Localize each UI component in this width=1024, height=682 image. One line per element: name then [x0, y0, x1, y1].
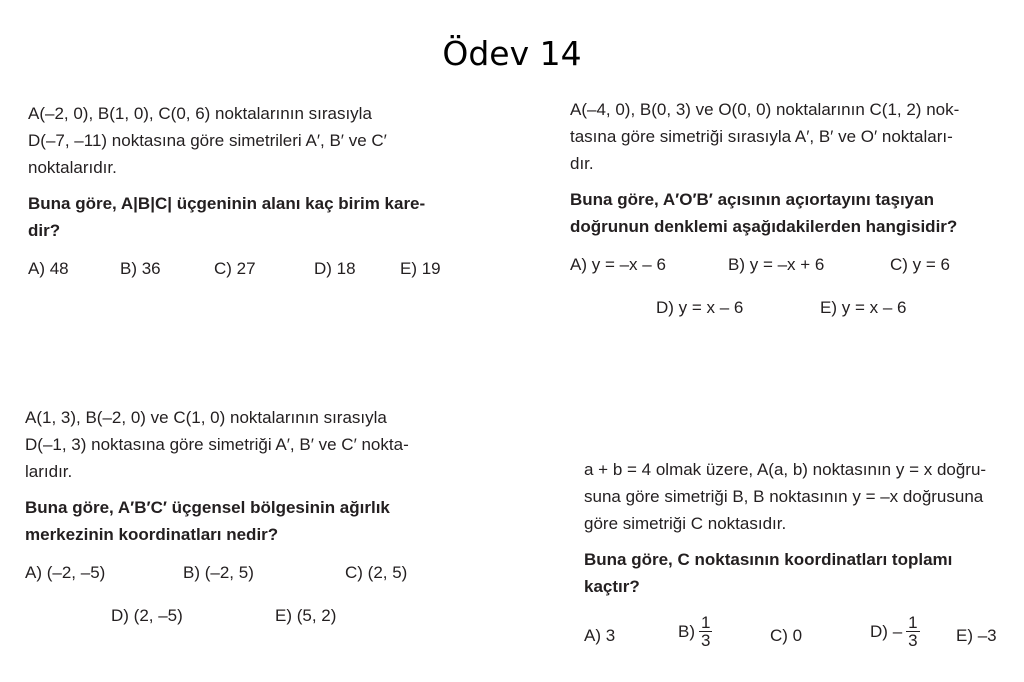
q3-option-e[interactable]: E) (5, 2)	[275, 606, 337, 625]
q2-options-row-1	[570, 251, 1000, 281]
q4-option-d-label: D)	[870, 622, 888, 641]
q2-options-row-2	[570, 294, 1000, 324]
q4-statement-line: göre simetriği C noktasıdır.	[584, 514, 787, 533]
q3-statement-line: D(–1, 3) noktasına göre simetriği A′, B′ ve C′ nokta-	[25, 435, 409, 454]
q4-option-d-sign: –	[892, 622, 903, 641]
q4-option-b[interactable]	[678, 614, 712, 649]
q1-statement-line: noktalarıdır.	[28, 158, 117, 177]
q2-option-a[interactable]: A) y = –x – 6	[570, 255, 666, 274]
q4-question-line: kaçtır?	[584, 577, 640, 596]
q2-question-line: doğrunun denklemi aşağıdakilerden hangisidir?	[570, 217, 958, 236]
q2-option-e[interactable]: E) y = x – 6	[820, 298, 907, 317]
q4-options	[584, 614, 1012, 654]
q4-option-b-label: B)	[678, 622, 695, 641]
q3-option-a[interactable]: A) (–2, –5)	[25, 563, 106, 582]
q4-option-e[interactable]: E) –3	[956, 626, 997, 645]
q1-option-c[interactable]: C) 27	[214, 259, 256, 278]
q2-statement-line: dır.	[570, 154, 594, 173]
fraction-denominator: 3	[701, 631, 711, 650]
q3-option-c[interactable]: C) (2, 5)	[345, 563, 408, 582]
q3-options-row-1	[25, 559, 455, 589]
q1-statement-line: D(–7, –11) noktasına göre simetrileri A′, B′ ve C′	[28, 131, 387, 150]
question-2	[570, 96, 1000, 324]
q3-statement-line: larıdır.	[25, 462, 73, 481]
q4-option-d[interactable]	[870, 614, 920, 649]
fraction-numerator: 1	[701, 613, 711, 632]
fraction-numerator: 1	[908, 613, 918, 632]
q3-question-line: Buna göre, A′B′C′ üçgensel bölgesinin ağırlık	[25, 498, 390, 517]
q3-statement-line: A(1, 3), B(–2, 0) ve C(1, 0) noktalarının sırasıyla	[25, 408, 387, 427]
q4-option-a[interactable]: A) 3	[584, 626, 616, 645]
q1-option-a[interactable]: A) 48	[28, 259, 69, 278]
fraction-denominator: 3	[908, 631, 918, 650]
q2-question-line: Buna göre, A′O′B′ açısının açıortayını taşıyan	[570, 190, 934, 209]
question-3	[25, 404, 455, 632]
q2-statement-line: A(–4, 0), B(0, 3) ve O(0, 0) noktalarının C(1, 2) nok-	[570, 100, 960, 119]
q3-option-b[interactable]: B) (–2, 5)	[183, 563, 254, 582]
q1-option-e[interactable]: E) 19	[400, 259, 441, 278]
q1-option-b[interactable]: B) 36	[120, 259, 161, 278]
q3-options-row-2	[25, 602, 455, 632]
q2-statement-line: tasına göre simetriği sırasıyla A′, B′ ve O′ noktaları-	[570, 127, 953, 146]
q1-question-line: Buna göre, A|B|C| üçgeninin alanı kaç birim kare-	[28, 194, 426, 213]
q1-question-line: dir?	[28, 221, 61, 240]
q2-option-d[interactable]: D) y = x – 6	[656, 298, 744, 317]
q3-question-line: merkezinin koordinatları nedir?	[25, 525, 279, 544]
q4-option-d-fraction	[906, 614, 919, 649]
q3-option-d[interactable]: D) (2, –5)	[111, 606, 183, 625]
q2-option-c[interactable]: C) y = 6	[890, 255, 950, 274]
q2-option-b[interactable]: B) y = –x + 6	[728, 255, 825, 274]
q1-options	[28, 255, 458, 285]
q4-statement-line: a + b = 4 olmak üzere, A(a, b) noktasının y = x doğru-	[584, 460, 987, 479]
q4-option-b-fraction	[699, 614, 712, 649]
q4-option-c[interactable]: C) 0	[770, 626, 803, 645]
q4-statement-line: suna göre simetriği B, B noktasının y = –x doğrusuna	[584, 487, 984, 506]
question-1	[28, 100, 458, 285]
q1-option-d[interactable]: D) 18	[314, 259, 356, 278]
q4-question-line: Buna göre, C noktasının koordinatları toplamı	[584, 550, 953, 569]
page-title: Ödev 14	[442, 34, 582, 73]
q1-statement-line: A(–2, 0), B(1, 0), C(0, 6) noktalarının sırasıyla	[28, 104, 372, 123]
question-4	[584, 456, 1012, 654]
